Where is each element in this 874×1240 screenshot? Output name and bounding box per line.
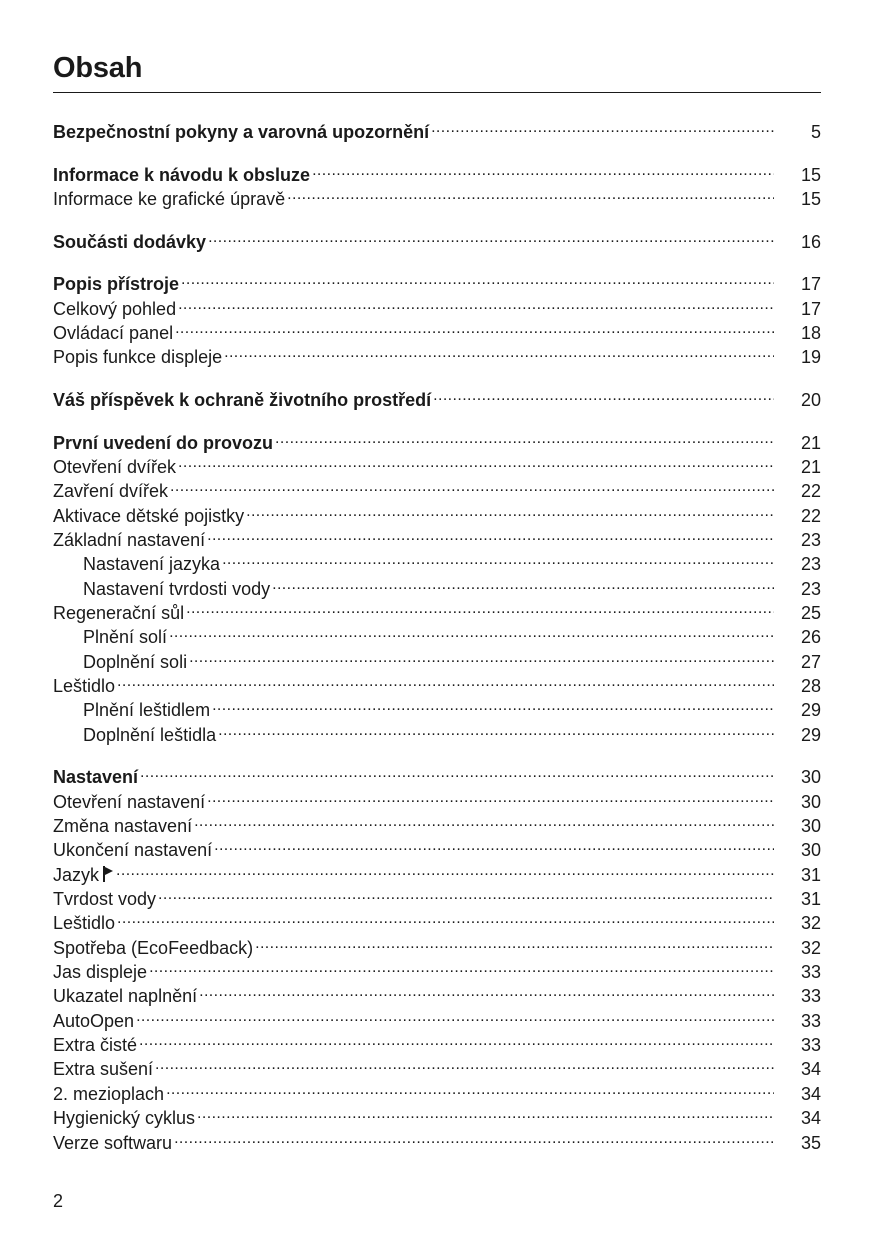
toc-entry-label: Váš příspěvek k ochraně životního prostředí bbox=[53, 389, 432, 410]
toc-entry[interactable] bbox=[53, 498, 821, 526]
toc-entry-label: Nastavení jazyka bbox=[83, 554, 221, 575]
toc-entry-title bbox=[53, 120, 429, 144]
toc-dot-leader bbox=[212, 692, 774, 716]
toc-entry-label: Jazyk bbox=[53, 864, 100, 885]
toc-entry[interactable] bbox=[53, 905, 821, 934]
toc-entry-label: 2. mezioplach bbox=[53, 1083, 165, 1104]
toc-dot-leader bbox=[169, 619, 774, 643]
toc-entry-label: Leštidlo bbox=[53, 676, 116, 697]
toc-dot-leader bbox=[139, 1027, 774, 1051]
toc-entry-label: Regenerační sůl bbox=[53, 602, 185, 623]
toc-dot-leader bbox=[178, 291, 774, 315]
toc-dot-leader bbox=[181, 266, 774, 290]
toc-entry-label: Jas displeje bbox=[53, 962, 148, 983]
toc-page-number: 22 bbox=[800, 481, 821, 502]
toc-page-number: 25 bbox=[800, 602, 821, 623]
toc-entry[interactable] bbox=[53, 315, 821, 343]
toc-dot-leader bbox=[275, 425, 774, 449]
toc-dot-leader bbox=[136, 1003, 774, 1027]
toc-entry-label: Informace k návodu k obsluze bbox=[53, 164, 311, 185]
toc-entry-label: Verze softwaru bbox=[53, 1132, 173, 1153]
toc-entry-label: Nastavení bbox=[53, 767, 139, 788]
toc-entry[interactable] bbox=[53, 692, 821, 721]
toc-entry-label: Zavření dvířek bbox=[53, 481, 169, 502]
toc-page-number: 15 bbox=[800, 164, 821, 185]
toc-dot-leader bbox=[207, 522, 774, 546]
toc-section-heading[interactable] bbox=[53, 425, 821, 453]
toc-page-number: 35 bbox=[800, 1132, 821, 1153]
toc-entry[interactable] bbox=[53, 522, 821, 550]
toc-page-number: 34 bbox=[800, 1108, 821, 1129]
toc-entry[interactable] bbox=[53, 1125, 821, 1153]
toc-dot-leader bbox=[166, 1076, 774, 1100]
toc-entry-label: Doplnění soli bbox=[83, 651, 188, 672]
toc-dot-leader bbox=[117, 668, 774, 692]
toc-entry[interactable] bbox=[53, 595, 821, 623]
toc-entry[interactable] bbox=[53, 1027, 821, 1056]
toc-entry-label: Změna nastavení bbox=[53, 816, 193, 837]
toc-entry-title bbox=[53, 723, 216, 747]
toc-section-heading[interactable] bbox=[53, 266, 821, 295]
toc-entry[interactable] bbox=[53, 717, 821, 745]
toc-entry-label: Informace ke grafické úpravě bbox=[53, 188, 286, 209]
toc-dot-leader bbox=[186, 595, 774, 619]
toc-dot-leader bbox=[431, 114, 774, 138]
toc-dot-leader bbox=[272, 571, 774, 595]
toc-page-number: 33 bbox=[800, 1010, 821, 1031]
toc-dot-leader bbox=[194, 808, 774, 832]
toc-entry[interactable] bbox=[53, 291, 821, 319]
toc-entry-title bbox=[53, 230, 206, 254]
toc-page-number: 22 bbox=[800, 505, 821, 526]
toc-page-number: 28 bbox=[800, 676, 821, 697]
toc-entry-label: Aktivace dětské pojistky bbox=[53, 505, 245, 526]
toc-dot-leader bbox=[222, 546, 774, 570]
toc-dot-leader bbox=[218, 717, 774, 741]
toc-section-heading[interactable] bbox=[53, 759, 821, 788]
toc-page-number: 29 bbox=[800, 724, 821, 745]
toc-entry[interactable] bbox=[53, 832, 821, 861]
toc-dot-leader bbox=[117, 905, 774, 929]
toc-dot-leader bbox=[246, 498, 774, 522]
toc-entry-label: Ukončení nastavení bbox=[53, 840, 213, 861]
toc-page-number: 19 bbox=[800, 347, 821, 368]
toc-page-number: 30 bbox=[800, 767, 821, 788]
toc-section-heading[interactable] bbox=[53, 157, 821, 185]
toc-entry[interactable] bbox=[53, 1051, 821, 1080]
toc-dot-leader bbox=[189, 644, 774, 668]
toc-dot-leader bbox=[224, 339, 774, 363]
toc-dot-leader bbox=[312, 157, 774, 181]
toc-entry[interactable] bbox=[53, 1076, 821, 1104]
toc-entry-label: Doplnění leštidla bbox=[83, 724, 217, 745]
toc-entry[interactable] bbox=[53, 546, 821, 575]
toc-entry-title bbox=[53, 345, 222, 369]
toc-page-number: 30 bbox=[800, 840, 821, 861]
toc-entry-title bbox=[53, 187, 285, 211]
toc-entry[interactable] bbox=[53, 978, 821, 1007]
toc-entry[interactable] bbox=[53, 1003, 821, 1031]
toc-dot-leader bbox=[199, 978, 774, 1002]
toc-page-number: 17 bbox=[800, 274, 821, 295]
toc-entry[interactable] bbox=[53, 339, 821, 368]
toc-entry-label: Bezpečnostní pokyny a varovná upozornění bbox=[53, 122, 430, 142]
toc-entry[interactable] bbox=[53, 473, 821, 502]
toc-entry-label: Ovládací panel bbox=[53, 322, 174, 343]
toc-page-number: 30 bbox=[800, 816, 821, 837]
toc-entry-label: Extra sušení bbox=[53, 1059, 154, 1080]
toc-page-number: 34 bbox=[800, 1083, 821, 1104]
toc-entry[interactable] bbox=[53, 619, 821, 648]
toc-entry-label: Plnění solí bbox=[83, 627, 168, 648]
toc-entry-label: Popis funkce displeje bbox=[53, 347, 223, 368]
toc-entry[interactable] bbox=[53, 930, 821, 958]
toc-entry[interactable] bbox=[53, 857, 821, 885]
toc-dot-leader bbox=[207, 784, 774, 808]
toc-dot-leader bbox=[149, 954, 774, 978]
toc-entry[interactable] bbox=[53, 808, 821, 837]
toc-entry[interactable] bbox=[53, 668, 821, 697]
toc-entry-title bbox=[53, 388, 431, 412]
toc-section-heading[interactable] bbox=[53, 114, 821, 142]
toc-entry-label: Otevření nastavení bbox=[53, 791, 206, 812]
toc-page-number: 20 bbox=[800, 389, 821, 410]
toc-dot-leader bbox=[174, 1125, 774, 1149]
toc-dot-leader bbox=[155, 1051, 774, 1075]
toc-entry[interactable] bbox=[53, 449, 821, 477]
toc-entry[interactable] bbox=[53, 181, 821, 209]
toc-entry-label: Základní nastavení bbox=[53, 529, 206, 550]
toc-entry-label: Ukazatel naplnění bbox=[53, 986, 198, 1007]
toc-page-number: 27 bbox=[800, 651, 821, 672]
toc-page-number: 21 bbox=[800, 432, 821, 453]
toc-entry-label: Tvrdost vody bbox=[53, 889, 157, 910]
toc-page-number: 32 bbox=[800, 913, 821, 934]
flag-icon bbox=[102, 866, 114, 882]
toc-entry[interactable] bbox=[53, 1100, 821, 1129]
toc-page-number: 17 bbox=[800, 298, 821, 319]
toc-page-number: 31 bbox=[800, 889, 821, 910]
toc-dot-leader bbox=[178, 449, 774, 473]
toc-dot-leader bbox=[140, 759, 774, 783]
toc-entry-label: Součásti dodávky bbox=[53, 231, 207, 252]
toc-entry-label: Plnění leštidlem bbox=[83, 700, 211, 721]
toc-page-number: 23 bbox=[800, 578, 821, 599]
toc-entry-label: První uvedení do provozu bbox=[53, 432, 274, 453]
toc-entry-label: Nastavení tvrdosti vody bbox=[83, 578, 271, 599]
toc-section-heading[interactable] bbox=[53, 224, 821, 252]
toc-page-number: 16 bbox=[800, 231, 821, 252]
toc-entry[interactable] bbox=[53, 644, 821, 672]
toc-page-number: 33 bbox=[800, 962, 821, 983]
toc-entry[interactable] bbox=[53, 954, 821, 983]
toc-entry[interactable] bbox=[53, 571, 821, 599]
page-number: 2 bbox=[53, 1191, 64, 1211]
toc-entry[interactable] bbox=[53, 784, 821, 812]
page-title: Obsah bbox=[53, 52, 143, 84]
toc-dot-leader bbox=[197, 1100, 774, 1124]
toc-page-number: 26 bbox=[800, 627, 821, 648]
toc-dot-leader bbox=[287, 181, 774, 205]
toc-entry-label: Hygienický cyklus bbox=[53, 1108, 196, 1129]
toc-page-number: 29 bbox=[800, 700, 821, 721]
toc-page-number: 15 bbox=[800, 188, 821, 209]
toc-page-number: 31 bbox=[800, 864, 821, 885]
toc-page-number: 34 bbox=[800, 1059, 821, 1080]
toc-entry-label: Extra čisté bbox=[53, 1035, 138, 1056]
table-of-contents bbox=[53, 114, 821, 1153]
toc-page-number: 23 bbox=[800, 529, 821, 550]
toc-page-number: 18 bbox=[800, 322, 821, 343]
toc-entry[interactable] bbox=[53, 881, 821, 910]
toc-page-number: 32 bbox=[800, 937, 821, 958]
toc-entry-label: AutoOpen bbox=[53, 1010, 135, 1031]
toc-entry-label: Popis přístroje bbox=[53, 274, 180, 295]
toc-dot-leader bbox=[433, 382, 774, 406]
toc-section-heading[interactable] bbox=[53, 382, 821, 410]
toc-page-number: 33 bbox=[800, 1035, 821, 1056]
toc-dot-leader bbox=[116, 857, 774, 881]
toc-dot-leader bbox=[214, 832, 774, 856]
toc-page-number: 23 bbox=[800, 554, 821, 575]
toc-dot-leader bbox=[255, 930, 774, 954]
title-divider bbox=[53, 92, 821, 93]
toc-entry-label: Leštidlo bbox=[53, 913, 116, 934]
toc-entry-label: Celkový pohled bbox=[53, 298, 177, 319]
toc-page-number: 5 bbox=[810, 122, 821, 142]
toc-entry-label: Otevření dvířek bbox=[53, 456, 177, 477]
toc-page-number: 21 bbox=[800, 456, 821, 477]
toc-page-number: 30 bbox=[800, 791, 821, 812]
toc-page-number: 33 bbox=[800, 986, 821, 1007]
toc-dot-leader bbox=[175, 315, 774, 339]
toc-dot-leader bbox=[208, 224, 774, 248]
toc-dot-leader bbox=[158, 881, 774, 905]
toc-dot-leader bbox=[170, 473, 774, 497]
toc-entry-label: Spotřeba (EcoFeedback) bbox=[53, 937, 254, 958]
toc-entry-title bbox=[53, 1131, 172, 1155]
